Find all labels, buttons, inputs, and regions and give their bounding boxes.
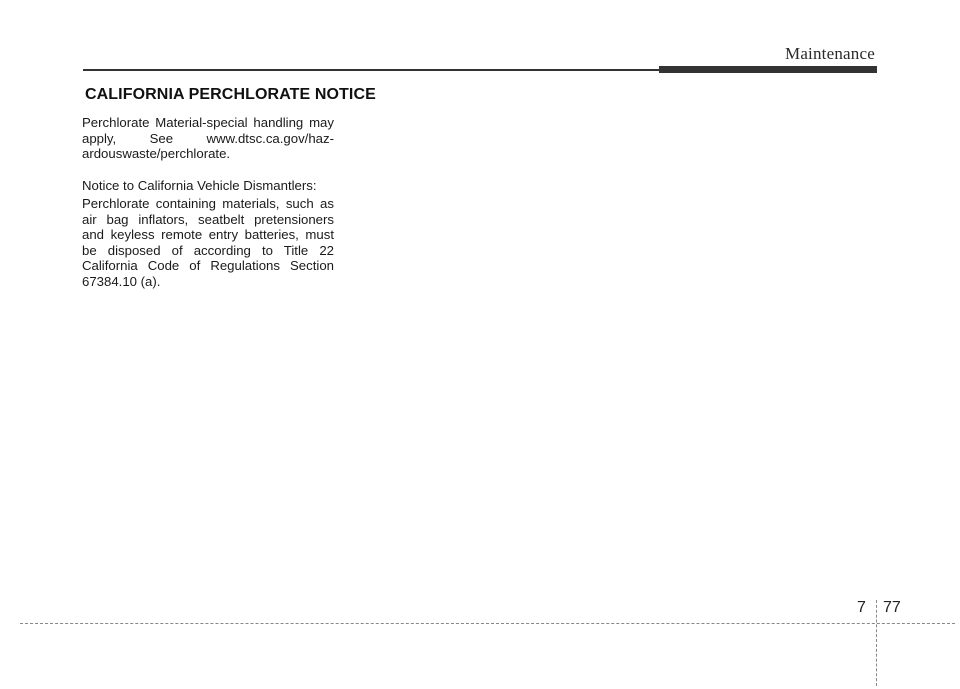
paragraph-perchlorate-material: Perchlorate Material-special handling may apply, See www.dtsc.ca.gov/haz-ardouswaste/perchlorate. xyxy=(82,115,334,162)
header-rule-thin xyxy=(83,69,660,71)
chapter-title: Maintenance xyxy=(785,44,875,63)
chapter-number: 7 xyxy=(857,599,866,616)
footer-divider xyxy=(876,600,877,686)
page-number: 77 xyxy=(883,599,901,616)
paragraph-disposal-instructions: Perchlorate containing materials, such as air bag inflators, seatbelt pretensioners and keyless remote entry batteries, must be disposed of according to Title 22 California Code of Regulations Section 67384.10 (a). xyxy=(82,196,334,289)
footer-rule xyxy=(20,623,955,624)
section-heading: CALIFORNIA PERCHLORATE NOTICE xyxy=(85,86,376,103)
header-rule-thick xyxy=(659,66,877,73)
paragraph-dismantlers-notice: Notice to California Vehicle Dismantlers: xyxy=(82,178,317,193)
